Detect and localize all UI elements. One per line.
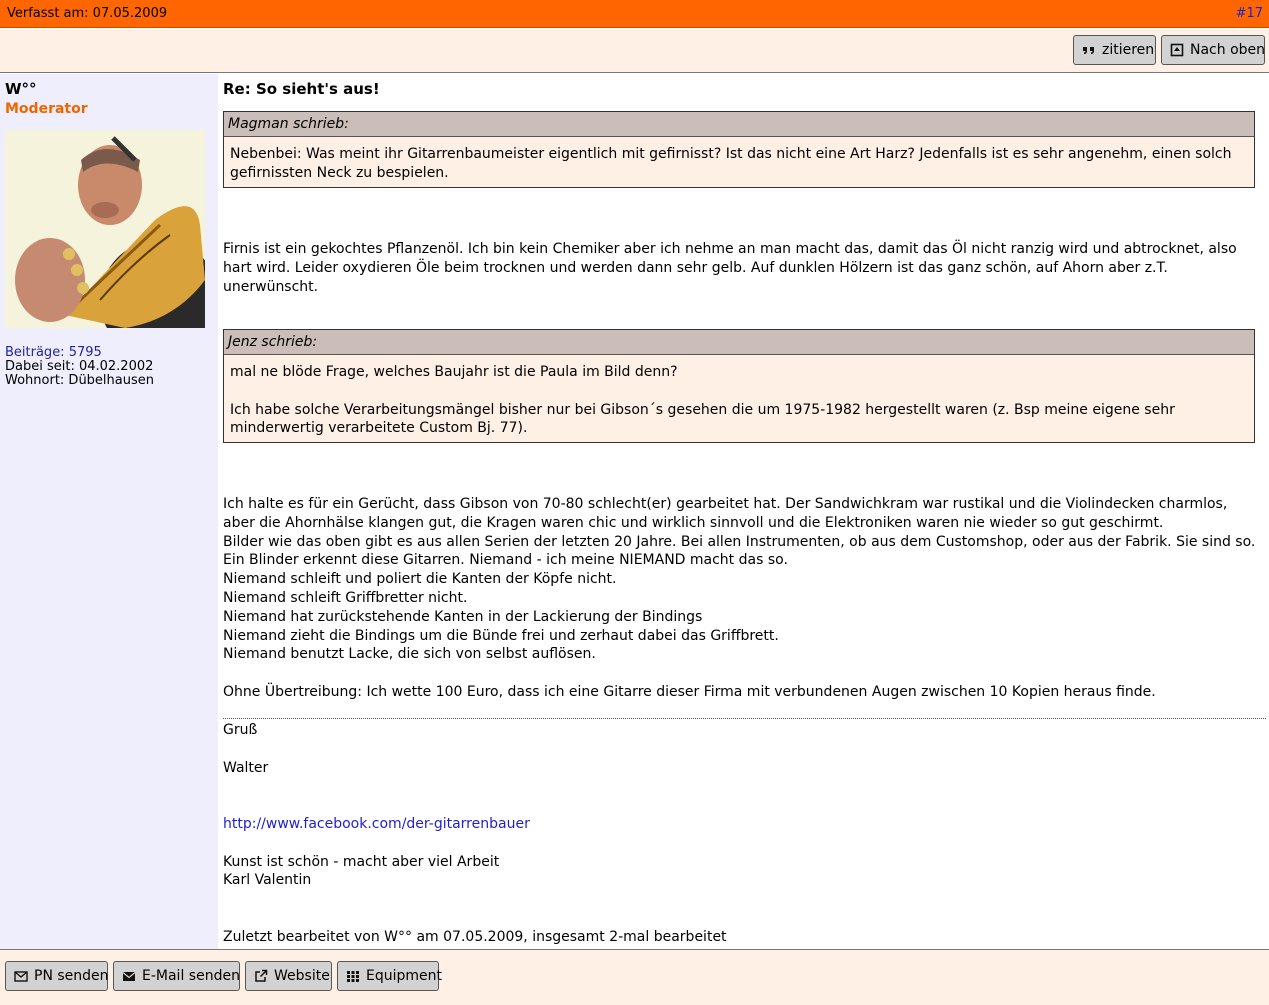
post-list-line: Niemand zieht die Bindings um die Bünde frei und zerhaut dabei das Griffbrett. <box>223 627 779 644</box>
post-list-line: Niemand schleift Griffbretter nicht. <box>223 589 468 606</box>
back-to-top-label: Nach oben <box>1190 42 1266 58</box>
quote-icon <box>1082 43 1096 57</box>
quote-line: Ich habe solche Verarbeitungsmängel bisher nur bei Gibson´s gesehen die um 1975-1982 hergestellt waren (z. Bsp meine eigene sehr minderwertig verarbeitete Custom Bj. 77). <box>230 401 1175 437</box>
send-email-label: E-Mail senden <box>142 968 240 984</box>
post-title: Re: So sieht's aus! <box>223 80 380 98</box>
author-name[interactable]: W°° <box>5 80 37 98</box>
post-list-line: Niemand hat zurückstehende Kanten in der Lackierung der Bindings <box>223 608 703 625</box>
signature-greeting: Gruß <box>223 722 258 738</box>
equipment-button[interactable] <box>337 961 442 991</box>
signature <box>223 721 1263 890</box>
quote-text <box>224 355 1254 442</box>
author-location: Wohnort: Dübelhausen <box>5 373 154 388</box>
quote-block-jenz <box>223 329 1255 443</box>
signature-facebook-link[interactable]: http://www.facebook.com/der-gitarrenbauer <box>223 815 530 832</box>
post-action-bar <box>0 29 1269 73</box>
send-email-button[interactable] <box>113 961 240 991</box>
post-paragraph: Firnis ist ein gekochtes Pflanzenöl. Ich bin kein Chemiker aber ich nehme an man macht das, damit das Öl nicht ranzig wird und abtrocknet, also hart wird. Leider oxydieren Öle beim trocknen und werden dann sehr gelb. Auf dunklen Hölzern ist das ganz schön, auf Ahorn aber z.T. unerwünscht. <box>223 241 1237 295</box>
quote-button-label: zitieren <box>1102 42 1155 58</box>
back-to-top-button[interactable] <box>1161 35 1265 65</box>
post-date: Verfasst am: 07.05.2009 <box>7 6 168 21</box>
grid-icon <box>346 969 360 983</box>
post-number-link[interactable]: #17 <box>1235 6 1263 21</box>
external-link-icon <box>254 969 268 983</box>
quote-text: Nebenbei: Was meint ihr Gitarrenbaumeister eigentlich mit gefirnisst? Ist das nicht eine Art Harz? Jedenfalls ist es sehr angenehm, einen solch gefirnissten Neck zu bespielen. <box>230 146 1232 181</box>
quote-block-magman <box>223 111 1255 188</box>
author-rank: Moderator <box>5 101 88 117</box>
signature-divider <box>223 718 1266 719</box>
author-post-count[interactable]: Beiträge: 5795 <box>5 345 102 360</box>
post-list-line: Niemand schleift und poliert die Kanten der Köpfe nicht. <box>223 571 617 588</box>
edit-notice: Zuletzt bearbeitet von W°° am 07.05.2009, insgesamt 2-mal bearbeitet <box>223 929 727 945</box>
post-paragraph: Ohne Übertreibung: Ich wette 100 Euro, dass ich eine Gitarre dieser Firma mit verbundenen Augen zwischen 10 Kopien heraus finde. <box>223 683 1156 700</box>
author-sidebar <box>0 74 218 949</box>
website-button[interactable] <box>245 961 332 991</box>
arrow-up-square-icon <box>1170 43 1184 57</box>
send-pm-button[interactable] <box>5 961 108 991</box>
quote-button[interactable] <box>1073 35 1156 65</box>
post-paragraph: Bilder wie das oben gibt es aus allen Serien der letzten 20 Jahre. Bei allen Instrumenten, ob aus dem Customshop, oder aus der Fabrik. Sie sind so. Ein Blinder erkennt diese Gitarren. Niemand - ich meine NIEMAND macht das so. <box>223 533 1256 569</box>
envelope-icon <box>122 969 136 983</box>
send-pm-label: PN senden <box>34 968 109 984</box>
post-footer-bar <box>0 949 1269 1005</box>
signature-quote-line: Kunst ist schön - macht aber viel Arbeit <box>223 853 500 870</box>
envelope-outline-icon <box>14 969 28 983</box>
post-list-line: Niemand benutzt Lacke, die sich von selbst auflösen. <box>223 646 596 663</box>
website-label: Website <box>274 968 330 984</box>
signature-name: Walter <box>223 759 269 776</box>
signature-quote-line: Karl Valentin <box>223 872 312 889</box>
quote-line: mal ne blöde Frage, welches Baujahr ist die Paula im Bild denn? <box>230 364 678 380</box>
avatar <box>5 130 205 328</box>
post-paragraph: Ich halte es für ein Gerücht, dass Gibson von 70-80 schlecht(er) gearbeitet hat. Der Sandwichkram war rustikal und die Violindecken charmlos, aber die Ahornhälse klangen gut, die Kragen waren chic und wirklich sinnvoll und die Elektroniken waren nie wieder so gut geschirmt. <box>223 496 1228 531</box>
post-body-main <box>223 495 1263 702</box>
post-header <box>0 0 1269 28</box>
author-joined: Dabei seit: 04.02.2002 <box>5 359 154 374</box>
equipment-label: Equipment <box>366 968 442 984</box>
quote-author: Magman schrieb: <box>224 112 1254 137</box>
author-stats <box>5 346 154 388</box>
quote-author: Jenz schrieb: <box>224 330 1254 355</box>
